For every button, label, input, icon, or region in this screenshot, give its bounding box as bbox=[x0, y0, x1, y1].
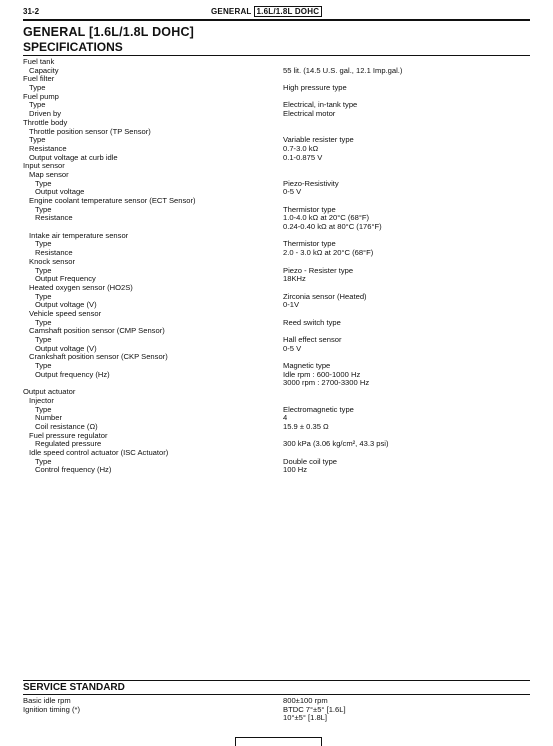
spec-row bbox=[23, 214, 530, 223]
spec-label: Vehicle speed sensor bbox=[29, 308, 102, 318]
spec-row bbox=[23, 706, 530, 715]
spec-label: Output actuator bbox=[23, 387, 76, 397]
spec-value: 3000 rpm : 2700-3300 Hz bbox=[283, 378, 370, 388]
spec-label: Output voltage (V) bbox=[35, 300, 97, 310]
spec-row bbox=[23, 258, 530, 267]
spec-row bbox=[23, 267, 530, 276]
spec-label: Type bbox=[35, 456, 52, 466]
spec-row bbox=[23, 449, 530, 458]
spec-row bbox=[23, 75, 530, 84]
header-rule bbox=[23, 19, 530, 21]
spec-label: Output voltage at curb idle bbox=[29, 152, 118, 162]
spec-label: Resistance bbox=[35, 248, 73, 258]
spec-label: Control frequency (Hz) bbox=[35, 465, 112, 475]
spec-value: Hall effect sensor bbox=[283, 335, 342, 344]
spec-label: Type bbox=[35, 361, 52, 371]
spec-label: Heated oxygen sensor (HO2S) bbox=[29, 282, 133, 292]
page-title: GENERAL [1.6L/1.8L DOHC] bbox=[23, 25, 195, 39]
spec-row bbox=[23, 371, 530, 380]
spec-value: Magnetic type bbox=[283, 361, 331, 371]
spec-value: 0-5 V bbox=[283, 187, 302, 197]
spec-label: Basic idle rpm bbox=[23, 696, 71, 705]
spec-label: Output voltage (V) bbox=[35, 343, 97, 353]
spec-value: 300 kPa (3.06 kg/cm², 43.3 psi) bbox=[283, 439, 389, 449]
spec-value: Electromagnetic type bbox=[283, 404, 354, 414]
spec-row bbox=[23, 310, 530, 319]
spec-row bbox=[23, 162, 530, 171]
spec-value: Thermistor type bbox=[283, 239, 336, 249]
spec-label: Type bbox=[35, 265, 52, 275]
chapter-title bbox=[211, 7, 322, 16]
spec-label: Output frequency (Hz) bbox=[35, 369, 110, 379]
spec-value: BTDC 7°±5° [1.6L] bbox=[283, 704, 346, 714]
page-header bbox=[23, 4, 530, 18]
spec-value: 10°±5° [1.8L] bbox=[283, 713, 328, 723]
service-standard-rule bbox=[23, 694, 530, 695]
spec-label: Camshaft position sensor (CMP Sensor) bbox=[29, 326, 165, 336]
spec-row bbox=[23, 232, 530, 241]
spec-label: Resistance bbox=[29, 143, 67, 153]
spec-value: 0-1V bbox=[283, 300, 300, 310]
spec-row bbox=[23, 336, 530, 345]
spec-value: Electrical motor bbox=[283, 109, 336, 119]
spec-label: Type bbox=[29, 135, 46, 145]
spec-row bbox=[23, 93, 530, 102]
spec-value: Variable resister type bbox=[283, 135, 354, 145]
spec-row bbox=[23, 58, 530, 67]
spec-label: Ignition timing (*) bbox=[23, 704, 80, 714]
spec-value: Thermistor type bbox=[283, 204, 336, 214]
footer-box bbox=[235, 737, 322, 746]
specifications-table bbox=[23, 58, 530, 475]
spec-value: 15.9 ± 0.35 Ω bbox=[283, 421, 329, 431]
spec-value: Idle rpm : 600-1000 Hz bbox=[283, 369, 361, 379]
spec-row bbox=[23, 353, 530, 362]
spec-row bbox=[23, 180, 530, 189]
spec-value: 18KHz bbox=[283, 274, 306, 284]
spec-row bbox=[23, 284, 530, 293]
spec-row bbox=[23, 414, 530, 423]
spec-label: Throttle body bbox=[23, 117, 68, 127]
spec-row bbox=[23, 110, 530, 119]
spec-label: Type bbox=[35, 178, 52, 188]
section-title-service-standard: SERVICE STANDARD bbox=[23, 682, 125, 693]
spec-label: Knock sensor bbox=[29, 256, 76, 266]
spec-label: Resistance bbox=[35, 213, 73, 223]
spec-value: 100 Hz bbox=[283, 465, 308, 475]
spec-label: Coil resistance (Ω) bbox=[35, 421, 98, 431]
spec-label: Crankshaft position sensor (CKP Sensor) bbox=[29, 352, 168, 362]
spec-row bbox=[23, 397, 530, 406]
spec-label: Number bbox=[35, 413, 63, 423]
spec-value: Reed switch type bbox=[283, 317, 341, 327]
spec-label: Intake air temperature sensor bbox=[29, 230, 129, 240]
spec-label: Type bbox=[35, 291, 52, 301]
spec-value: 0.7-3.0 kΩ bbox=[283, 143, 319, 153]
spec-value: Piezo-Resistivity bbox=[283, 178, 339, 188]
spec-label: Type bbox=[35, 239, 52, 249]
spec-value: Electrical, in-tank type bbox=[283, 100, 358, 110]
spec-value: 1.0-4.0 kΩ at 20°C (68°F) bbox=[283, 213, 370, 223]
spec-label: Output Frequency bbox=[35, 274, 96, 284]
spec-value: 0.1-0.875 V bbox=[283, 152, 323, 162]
spec-label: Throttle position sensor (TP Sensor) bbox=[29, 126, 151, 136]
spec-row bbox=[23, 697, 530, 706]
spec-row bbox=[23, 206, 530, 215]
spec-value: Double coil type bbox=[283, 456, 338, 466]
spec-row bbox=[23, 249, 530, 258]
spec-label: Driven by bbox=[29, 109, 62, 119]
spec-value: 0-5 V bbox=[283, 343, 302, 353]
spec-row bbox=[23, 388, 530, 397]
spec-label: Output voltage bbox=[35, 187, 85, 197]
spec-row bbox=[23, 101, 530, 110]
spec-label: Fuel filter bbox=[23, 74, 55, 84]
service-standard-top-rule bbox=[23, 680, 530, 681]
spec-value: 2.0 - 3.0 kΩ at 20°C (68°F) bbox=[283, 248, 374, 258]
spec-value: 4 bbox=[283, 413, 288, 423]
spec-row bbox=[23, 67, 530, 76]
spec-value: High pressure type bbox=[283, 83, 347, 93]
spec-label: Capacity bbox=[29, 65, 59, 75]
spec-row bbox=[23, 171, 530, 180]
spec-row bbox=[23, 327, 530, 336]
spec-label: Map sensor bbox=[29, 169, 69, 179]
spec-label: Type bbox=[29, 83, 46, 93]
spec-row bbox=[23, 136, 530, 145]
chapter-box: 1.6L/1.8L DOHC bbox=[254, 6, 323, 17]
spec-row bbox=[23, 293, 530, 302]
spec-row bbox=[23, 379, 530, 388]
spec-row bbox=[23, 84, 530, 93]
spec-label: Fuel pressure regulator bbox=[29, 430, 108, 440]
spec-row bbox=[23, 197, 530, 206]
spec-label: Idle speed control actuator (ISC Actuator) bbox=[29, 447, 169, 457]
section-title-specifications: SPECIFICATIONS bbox=[23, 40, 123, 54]
chapter-name: GENERAL bbox=[211, 7, 252, 16]
service-standard-table bbox=[23, 697, 530, 723]
spec-label: Injector bbox=[29, 395, 54, 405]
spec-row bbox=[23, 714, 530, 723]
spec-value: Piezo - Resister type bbox=[283, 265, 354, 275]
spec-label: Engine coolant temperature sensor (ECT Sensor) bbox=[29, 196, 196, 205]
spec-label: Regulated pressure bbox=[35, 439, 102, 449]
spec-value: Zirconia sensor (Heated) bbox=[283, 291, 367, 301]
specifications-rule bbox=[23, 55, 530, 56]
spec-label: Input sensor bbox=[23, 161, 65, 171]
spec-label: Type bbox=[35, 335, 52, 344]
spec-label: Type bbox=[35, 317, 52, 327]
spec-row bbox=[23, 128, 530, 137]
spec-label: Fuel tank bbox=[23, 57, 55, 66]
spec-label: Type bbox=[35, 204, 52, 214]
spec-value: 0.24-0.40 kΩ at 80°C (176°F) bbox=[283, 222, 382, 232]
page-number: 31-2 bbox=[23, 7, 40, 16]
spec-row bbox=[23, 466, 530, 475]
spec-label: Type bbox=[29, 100, 46, 110]
spec-row bbox=[23, 154, 530, 163]
spec-label: Fuel pump bbox=[23, 91, 59, 101]
spec-value: 55 lit. (14.5 U.S. gal., 12.1 Imp.gal.) bbox=[283, 65, 403, 75]
spec-row bbox=[23, 406, 530, 415]
spec-row bbox=[23, 240, 530, 249]
spec-value: 800±100 rpm bbox=[283, 696, 328, 705]
spec-label: Type bbox=[35, 404, 52, 414]
